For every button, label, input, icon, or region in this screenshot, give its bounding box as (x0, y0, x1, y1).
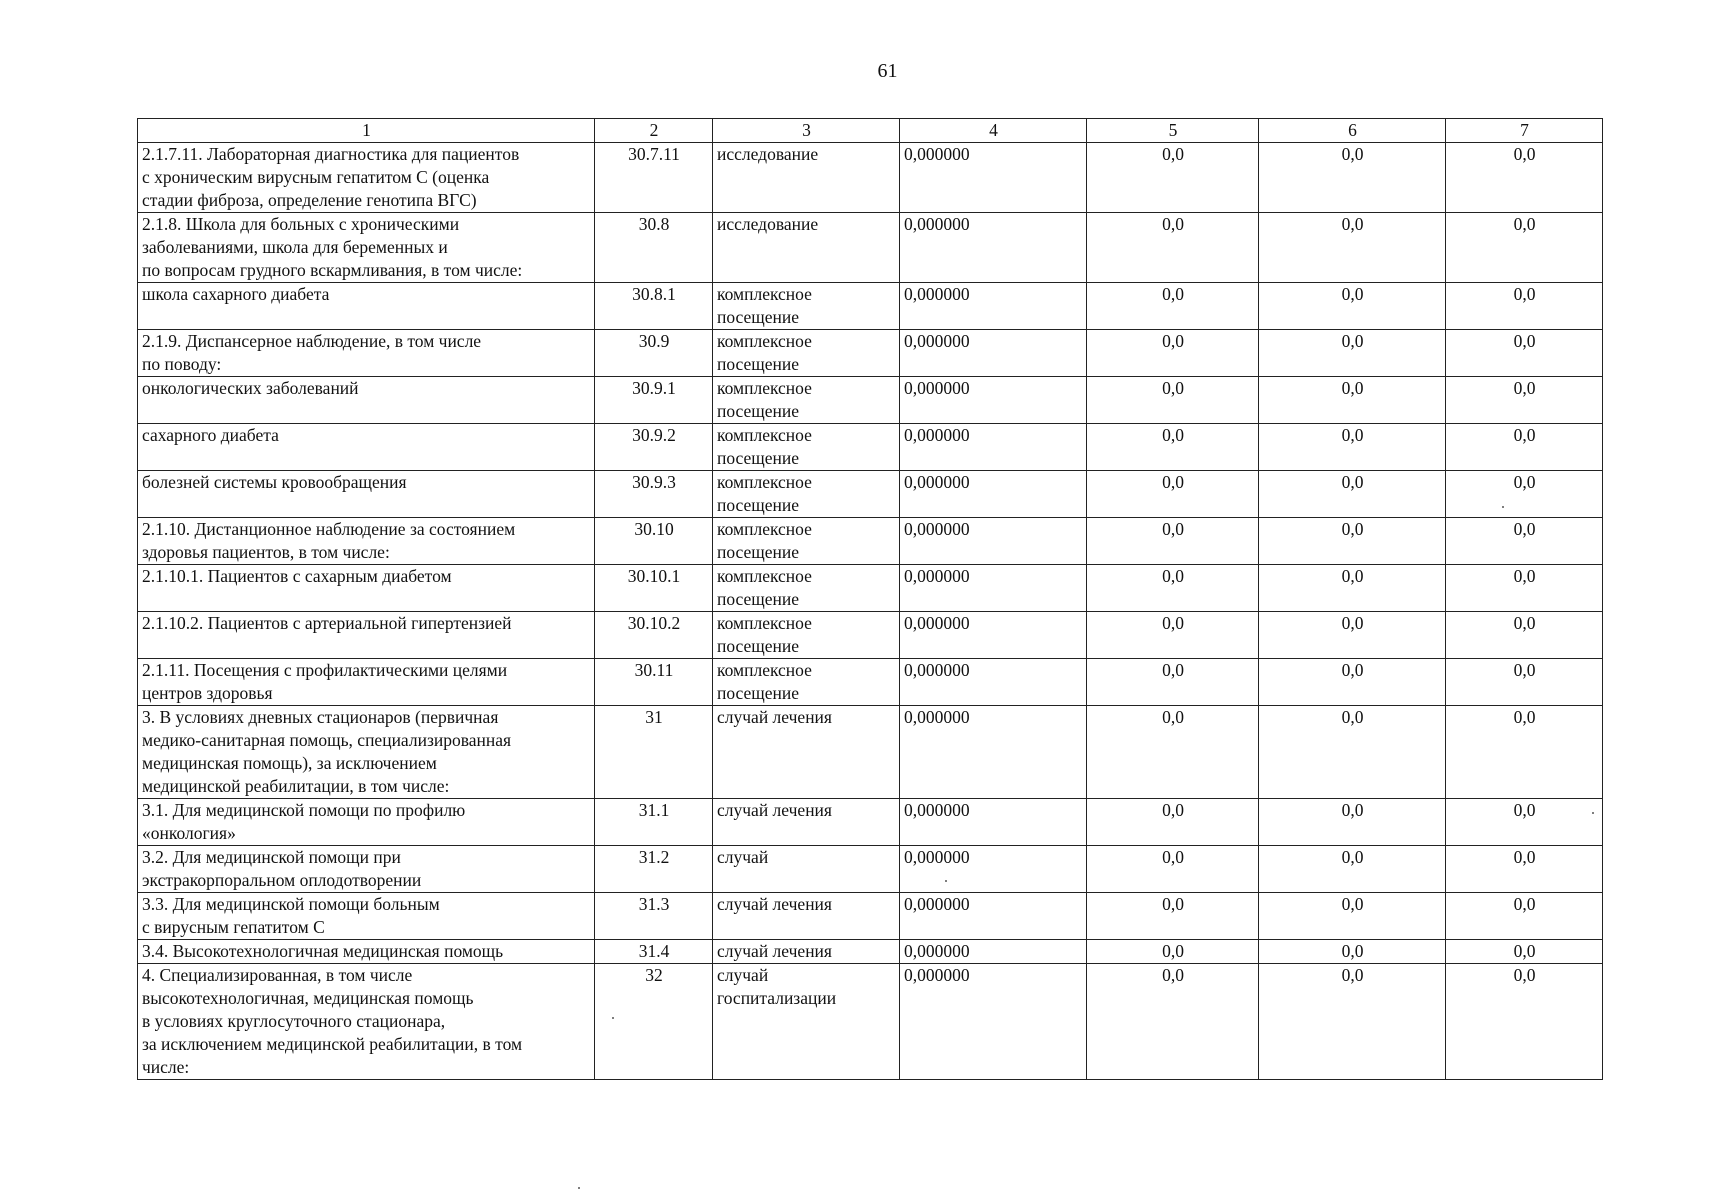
header-row (138, 119, 1603, 143)
row-code: 30.10 (595, 518, 713, 565)
row-value-5: 0,0 (1087, 143, 1259, 213)
row-name: 3.2. Для медицинской помощи при экстракорпоральном оплодотворении (138, 846, 595, 893)
table-row (138, 330, 1603, 377)
row-value-6: 0,0 (1259, 283, 1446, 330)
table-row (138, 964, 1603, 1080)
row-value-4: 0,000000 (900, 659, 1087, 706)
row-value-5: 0,0 (1087, 893, 1259, 940)
row-value-6: 0,0 (1259, 143, 1446, 213)
table-row (138, 377, 1603, 424)
column-header: 4 (900, 119, 1087, 143)
table-row (138, 518, 1603, 565)
row-name: 2.1.9. Диспансерное наблюдение, в том числе по поводу: (138, 330, 595, 377)
table-row (138, 799, 1603, 846)
row-value-4: 0,000000 (900, 283, 1087, 330)
row-value-7: 0,0 (1446, 612, 1603, 659)
row-value-5: 0,0 (1087, 565, 1259, 612)
row-name: 3. В условиях дневных стационаров (первичная медико-санитарная помощь, специализированная медицинская помощь), за исключением медицинской реабилитации, в том числе: (138, 706, 595, 799)
row-value-4: 0,000000 (900, 143, 1087, 213)
row-value-5: 0,0 (1087, 330, 1259, 377)
row-unit: исследование (713, 143, 900, 213)
row-value-7: 0,0 (1446, 377, 1603, 424)
table-row (138, 846, 1603, 893)
table-row (138, 612, 1603, 659)
table-row (138, 283, 1603, 330)
row-name: 2.1.8. Школа для больных с хроническими заболеваниями, школа для беременных и по вопросам грудного вскармливания, в том числе: (138, 213, 595, 283)
row-code: 31 (595, 706, 713, 799)
column-header: 1 (138, 119, 595, 143)
row-unit: комплексное посещение (713, 471, 900, 518)
row-name: онкологических заболеваний (138, 377, 595, 424)
row-unit: исследование (713, 213, 900, 283)
column-header: 5 (1087, 119, 1259, 143)
table-row (138, 213, 1603, 283)
row-value-5: 0,0 (1087, 377, 1259, 424)
row-unit: комплексное посещение (713, 424, 900, 471)
row-value-5: 0,0 (1087, 612, 1259, 659)
row-value-5: 0,0 (1087, 283, 1259, 330)
row-value-5: 0,0 (1087, 518, 1259, 565)
table-row (138, 893, 1603, 940)
row-unit: комплексное посещение (713, 612, 900, 659)
scan-speck (1502, 506, 1504, 508)
table-row (138, 471, 1603, 518)
row-unit: комплексное посещение (713, 330, 900, 377)
row-value-4: 0,000000 (900, 940, 1087, 964)
row-unit: случай госпитализации (713, 964, 900, 1080)
row-value-6: 0,0 (1259, 424, 1446, 471)
data-table (137, 118, 1603, 1080)
row-name: 2.1.10.1. Пациентов с сахарным диабетом (138, 565, 595, 612)
row-code: 30.9.2 (595, 424, 713, 471)
row-value-6: 0,0 (1259, 377, 1446, 424)
row-value-6: 0,0 (1259, 706, 1446, 799)
row-value-7: 0,0 (1446, 659, 1603, 706)
row-value-6: 0,0 (1259, 659, 1446, 706)
row-code: 32 (595, 964, 713, 1080)
row-value-7: 0,0 (1446, 330, 1603, 377)
row-value-7: 0,0 (1446, 471, 1603, 518)
row-value-7: 0,0 (1446, 893, 1603, 940)
row-name: болезней системы кровообращения (138, 471, 595, 518)
row-value-7: 0,0 (1446, 799, 1603, 846)
row-name: сахарного диабета (138, 424, 595, 471)
column-header: 2 (595, 119, 713, 143)
row-code: 31.3 (595, 893, 713, 940)
row-code: 30.9.3 (595, 471, 713, 518)
row-value-5: 0,0 (1087, 964, 1259, 1080)
row-value-4: 0,000000 (900, 377, 1087, 424)
table-row (138, 940, 1603, 964)
row-value-4: 0,000000 (900, 518, 1087, 565)
row-value-5: 0,0 (1087, 940, 1259, 964)
row-value-7: 0,0 (1446, 213, 1603, 283)
row-value-6: 0,0 (1259, 940, 1446, 964)
row-unit: комплексное посещение (713, 659, 900, 706)
row-value-7: 0,0 (1446, 143, 1603, 213)
column-header: 3 (713, 119, 900, 143)
page-number: 61 (877, 60, 898, 82)
row-value-7: 0,0 (1446, 964, 1603, 1080)
table-row (138, 565, 1603, 612)
row-value-5: 0,0 (1087, 213, 1259, 283)
row-value-4: 0,000000 (900, 799, 1087, 846)
row-code: 30.9 (595, 330, 713, 377)
row-value-4: 0,000000 (900, 330, 1087, 377)
row-value-4: 0,000000 (900, 893, 1087, 940)
row-code: 30.7.11 (595, 143, 713, 213)
row-name: 2.1.10. Дистанционное наблюдение за состоянием здоровья пациентов, в том числе: (138, 518, 595, 565)
row-unit: комплексное посещение (713, 565, 900, 612)
row-value-4: 0,000000 (900, 213, 1087, 283)
scan-speck (578, 1187, 580, 1189)
row-unit: случай лечения (713, 706, 900, 799)
row-value-4: 0,000000 (900, 964, 1087, 1080)
row-unit: комплексное посещение (713, 518, 900, 565)
row-value-5: 0,0 (1087, 706, 1259, 799)
row-code: 30.9.1 (595, 377, 713, 424)
row-value-6: 0,0 (1259, 612, 1446, 659)
row-value-4: 0,000000 (900, 424, 1087, 471)
row-unit: комплексное посещение (713, 283, 900, 330)
row-value-6: 0,0 (1259, 893, 1446, 940)
row-value-5: 0,0 (1087, 799, 1259, 846)
row-value-4: 0,000000 (900, 706, 1087, 799)
row-value-6: 0,0 (1259, 964, 1446, 1080)
row-name: 2.1.7.11. Лабораторная диагностика для пациентов с хроническим вирусным гепатитом С (оценка стадии фиброза, определение генотипа ВГС) (138, 143, 595, 213)
table-row (138, 143, 1603, 213)
row-value-7: 0,0 (1446, 283, 1603, 330)
row-value-7: 0,0 (1446, 518, 1603, 565)
table-row (138, 706, 1603, 799)
row-unit: случай (713, 846, 900, 893)
row-value-4: 0,000000 (900, 565, 1087, 612)
row-code: 30.10.1 (595, 565, 713, 612)
row-value-6: 0,0 (1259, 330, 1446, 377)
row-code: 31.1 (595, 799, 713, 846)
row-value-7: 0,0 (1446, 846, 1603, 893)
scan-speck (1592, 812, 1594, 814)
row-code: 30.8.1 (595, 283, 713, 330)
row-code: 30.8 (595, 213, 713, 283)
row-value-6: 0,0 (1259, 799, 1446, 846)
row-value-6: 0,0 (1259, 518, 1446, 565)
row-name: школа сахарного диабета (138, 283, 595, 330)
scan-speck (945, 880, 947, 882)
row-value-7: 0,0 (1446, 565, 1603, 612)
row-code: 31.4 (595, 940, 713, 964)
row-code: 30.10.2 (595, 612, 713, 659)
row-value-5: 0,0 (1087, 471, 1259, 518)
row-code: 31.2 (595, 846, 713, 893)
row-value-6: 0,0 (1259, 565, 1446, 612)
row-name: 2.1.11. Посещения с профилактическими целями центров здоровья (138, 659, 595, 706)
row-value-7: 0,0 (1446, 940, 1603, 964)
row-value-4: 0,000000 (900, 846, 1087, 893)
row-unit: комплексное посещение (713, 377, 900, 424)
row-value-4: 0,000000 (900, 612, 1087, 659)
row-name: 3.1. Для медицинской помощи по профилю «онкология» (138, 799, 595, 846)
row-value-7: 0,0 (1446, 424, 1603, 471)
row-value-5: 0,0 (1087, 659, 1259, 706)
row-code: 30.11 (595, 659, 713, 706)
row-name: 3.4. Высокотехнологичная медицинская помощь (138, 940, 595, 964)
row-unit: случай лечения (713, 799, 900, 846)
row-value-5: 0,0 (1087, 846, 1259, 893)
row-value-7: 0,0 (1446, 706, 1603, 799)
table-row (138, 424, 1603, 471)
row-name: 3.3. Для медицинской помощи больным с вирусным гепатитом С (138, 893, 595, 940)
column-header: 6 (1259, 119, 1446, 143)
scan-speck (612, 1017, 614, 1019)
row-value-6: 0,0 (1259, 471, 1446, 518)
row-name: 4. Специализированная, в том числе высокотехнологичная, медицинская помощь в условиях круглосуточного стационара, за исключением медицинской реабилитации, в том числе: (138, 964, 595, 1080)
table-row (138, 659, 1603, 706)
row-value-4: 0,000000 (900, 471, 1087, 518)
column-header: 7 (1446, 119, 1603, 143)
row-value-5: 0,0 (1087, 424, 1259, 471)
row-unit: случай лечения (713, 893, 900, 940)
row-value-6: 0,0 (1259, 213, 1446, 283)
row-unit: случай лечения (713, 940, 900, 964)
row-value-6: 0,0 (1259, 846, 1446, 893)
row-name: 2.1.10.2. Пациентов с артериальной гипертензией (138, 612, 595, 659)
